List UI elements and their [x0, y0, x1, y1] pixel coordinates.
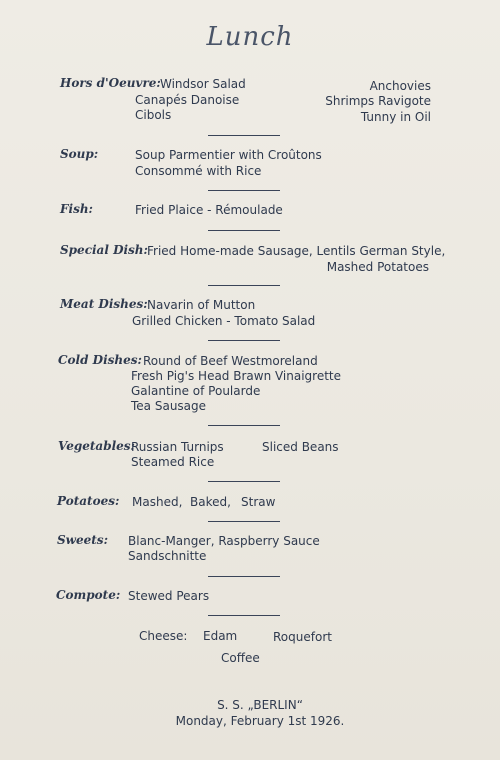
hors-item: Tunny in Oil [360, 110, 431, 124]
cheese-item: Roquefort [273, 630, 332, 644]
divider [208, 615, 280, 616]
meat-item: Navarin of Mutton [147, 298, 256, 312]
hors-item: Shrimps Ravigote [325, 94, 431, 108]
divider [208, 340, 280, 341]
special-item: Fried Home-made Sausage, Lentils German Style, [147, 244, 446, 258]
coffee-item: Coffee [221, 651, 260, 665]
fish-label: Fish: [60, 202, 93, 216]
divider [208, 425, 280, 426]
cheese-item: Edam [203, 629, 238, 643]
sweets-label: Sweets: [57, 533, 108, 547]
special-item: Mashed Potatoes [326, 260, 429, 274]
cold-item: Round of Beef Westmoreland [143, 354, 318, 368]
cheese-label: Cheese: [139, 629, 188, 643]
meat-item: Grilled Chicken - Tomato Salad [132, 314, 316, 328]
menu-title: Lunch [206, 22, 294, 52]
special-label: Special Dish: [60, 243, 148, 257]
soup-item: Consommé with Rice [135, 164, 262, 178]
hors-item: Canapés Danoise [135, 93, 240, 107]
divider [208, 576, 280, 577]
divider [208, 521, 280, 522]
sweets-item: Sandschnitte [128, 549, 207, 563]
meat-label: Meat Dishes: [60, 297, 148, 311]
potatoes-item: Straw [241, 495, 276, 509]
sweets-item: Blanc-Manger, Raspberry Sauce [128, 534, 320, 548]
menu-date: Monday, February 1st 1926. [175, 714, 345, 728]
cold-item: Tea Sausage [131, 399, 207, 413]
divider [208, 190, 280, 191]
compote-item: Stewed Pears [128, 589, 210, 603]
veg-item: Sliced Beans [262, 440, 339, 454]
hors-label: Hors d'Oeuvre: [60, 76, 161, 90]
potatoes-item: Baked, [190, 495, 231, 509]
veg-label: Vegetables: [58, 439, 135, 453]
hors-item: Windsor Salad [160, 77, 246, 91]
soup-item: Soup Parmentier with Croûtons [135, 148, 322, 162]
cold-item: Fresh Pig's Head Brawn Vinaigrette [131, 369, 342, 383]
potatoes-label: Potatoes: [57, 494, 120, 508]
cold-item: Galantine of Poularde [131, 384, 261, 398]
soup-label: Soup: [60, 147, 99, 161]
fish-item: Fried Plaice - Rémoulade [135, 203, 283, 217]
hors-item: Cibols [135, 108, 172, 122]
divider [208, 481, 280, 482]
ship-name: S. S. „BERLIN“ [217, 698, 303, 712]
compote-label: Compote: [56, 588, 121, 602]
potatoes-item: Mashed, [132, 495, 183, 509]
divider [208, 135, 280, 136]
cold-label: Cold Dishes: [58, 353, 142, 367]
divider [208, 285, 280, 286]
hors-item: Anchovies [369, 79, 431, 93]
divider [208, 230, 280, 231]
veg-item: Steamed Rice [131, 455, 215, 469]
veg-item: Russian Turnips [131, 440, 224, 454]
